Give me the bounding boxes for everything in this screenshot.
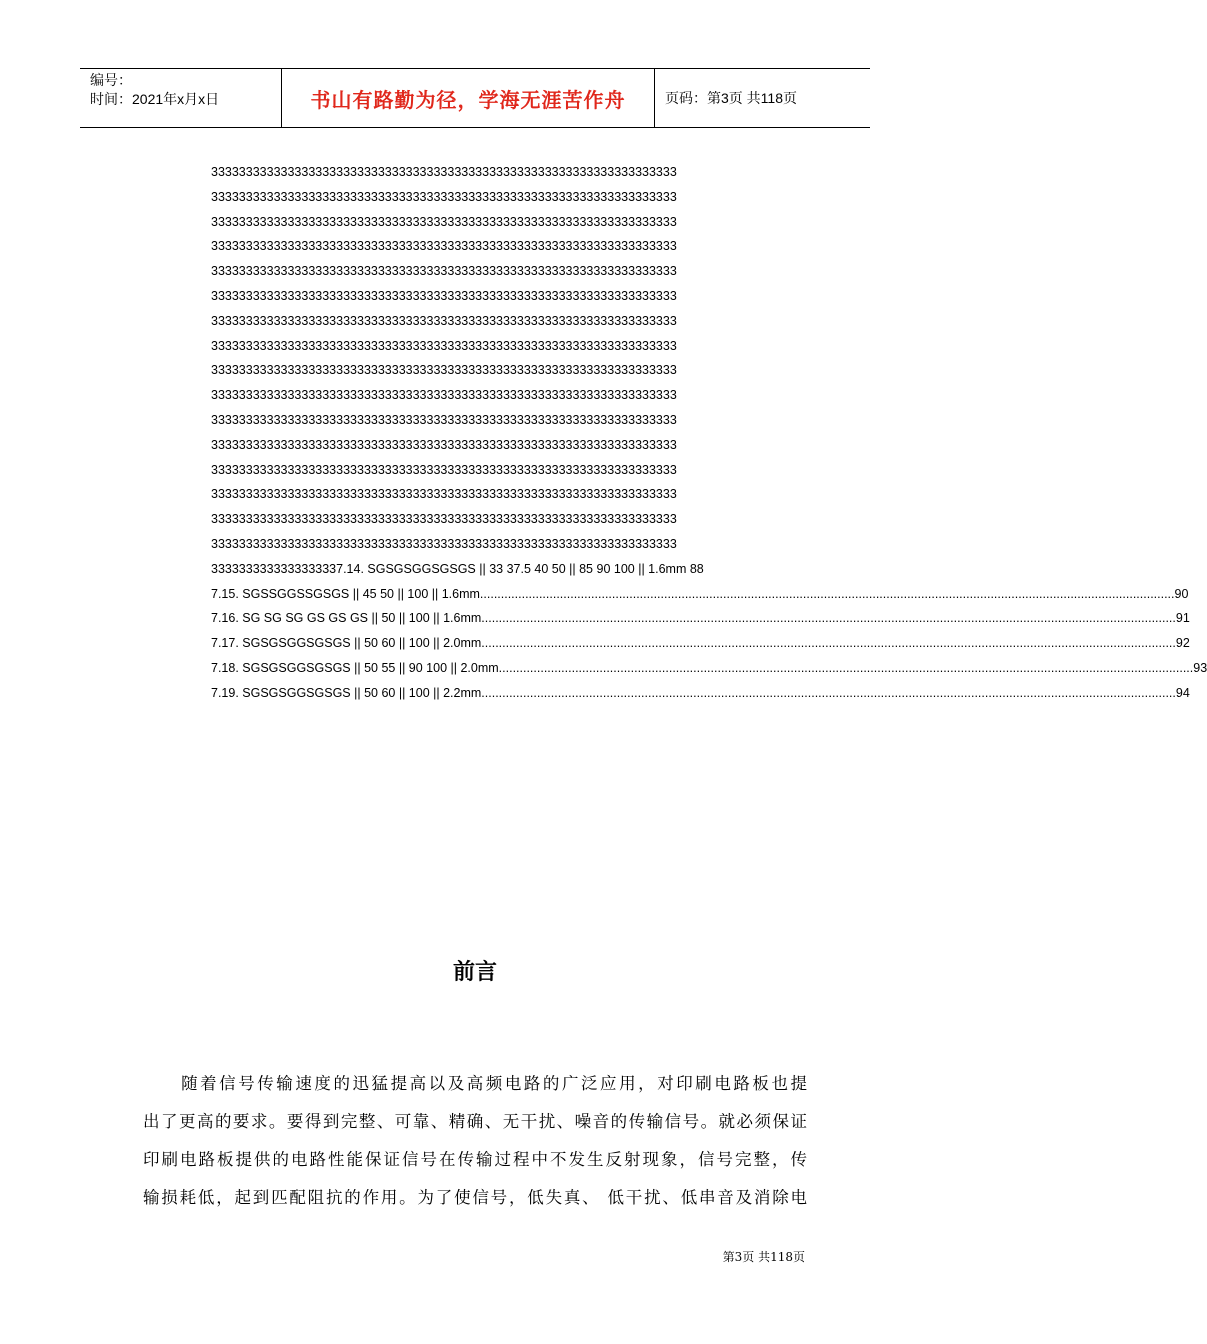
- toc-entry-title: 7.18. SGSGSGGSGSGS || 50 55 || 90 100 || 2.0mm: [211, 660, 499, 675]
- page-footer: 第3页 共118页: [722, 1250, 805, 1264]
- paragraph-line: 输损耗低，起到匹配阻抗的作用。为了使信号，低失真、 低干扰、低串音及消除电: [143, 1188, 807, 1207]
- time-label: 时间：2021年x月x日: [90, 91, 220, 107]
- section-title: 前言: [452, 960, 497, 985]
- toc-entry-title: 7.17. SGSGSGGSGSGS || 50 60 || 100 || 2.0mm: [211, 636, 482, 651]
- toc-line: 3333333333333333333333333333333333333333333333333333333333333333333: [211, 288, 677, 303]
- toc-line: 3333333333333333333333333333333333333333333333333333333333333333333: [211, 512, 677, 527]
- header-motto-cell: [282, 69, 655, 127]
- table-of-contents: [211, 160, 1207, 706]
- paragraph-line: 出了更高的要求。要得到完整、可靠、精确、无干扰、噪音的传输信号。就必须保证: [143, 1112, 807, 1131]
- toc-line: 3333333333333333333333333333333333333333333333333333333333333333333: [211, 536, 677, 551]
- header-page-label: 页码：第3页 共118页: [665, 90, 797, 106]
- header-motto: 书山有路勤为径，学海无涯苦作舟: [310, 87, 626, 112]
- toc-filler-block: [211, 160, 806, 582]
- toc-entry[interactable]: [211, 631, 1190, 656]
- toc-line: 3333333333333333333333333333333333333333333333333333333333333333333: [211, 189, 677, 204]
- toc-entry-page: 91: [1175, 611, 1190, 626]
- toc-entry[interactable]: [211, 582, 1189, 607]
- toc-line: 3333333333333333333333333333333333333333333333333333333333333333333: [211, 338, 677, 353]
- toc-entry-page: 94: [1175, 685, 1190, 700]
- toc-line: 3333333333333333333333333333333333333333333333333333333333333333333: [211, 165, 677, 179]
- toc-line: 3333333333333333333333333333333333333333333333333333333333333333333: [211, 313, 677, 328]
- toc-dot-leader: ........................................................................................................................................................................................................: [479, 586, 1175, 601]
- toc-line: 3333333333333333333333333333333333333333333333333333333333333333333: [211, 214, 677, 229]
- toc-line: 3333333333333333333333333333333333333333333333333333333333333333333: [211, 363, 677, 378]
- toc-line: 3333333333333333333333333333333333333333333333333333333333333333333: [211, 462, 677, 477]
- toc-entry-page: 92: [1175, 636, 1190, 651]
- toc-line: 3333333333333333333333333333333333333333333333333333333333333333333: [211, 487, 677, 502]
- paragraph-line: 印刷电路板提供的电路性能保证信号在传输过程中不发生反射现象，信号完整，传: [143, 1150, 807, 1169]
- paragraph-line: 随着信号传输速度的迅猛提高以及高频电路的广泛应用，对印刷电路板也提: [143, 1074, 807, 1093]
- toc-entry-title: 7.16. SG SG SG GS GS GS || 50 || 100 || 1.6mm: [211, 611, 482, 626]
- toc-dot-leader: ........................................................................................................................................................................................................: [481, 685, 1176, 700]
- serial-label: 编号：: [90, 72, 132, 88]
- section-body: [143, 1065, 807, 1217]
- toc-entries: [211, 582, 1207, 706]
- toc-entry[interactable]: [211, 681, 1190, 706]
- toc-entry[interactable]: [211, 656, 1207, 681]
- toc-entry[interactable]: [211, 606, 1190, 631]
- toc-dot-leader: ........................................................................................................................................................................................................: [481, 611, 1176, 626]
- toc-dot-leader: ........................................................................................................................................................................................................: [498, 660, 1194, 675]
- toc-line: 3333333333333333337.14. SGSGSGGSGSGS || 33 37.5 40 50 || 85 90 100 || 1.6mm 88: [211, 561, 704, 576]
- toc-line: 3333333333333333333333333333333333333333333333333333333333333333333: [211, 388, 677, 403]
- page-header: [80, 68, 870, 128]
- toc-entry-page: 90: [1174, 586, 1189, 601]
- toc-entry-title: 7.15. SGSSGGSSGSGS || 45 50 || 100 || 1.6mm: [211, 586, 480, 601]
- toc-line: 3333333333333333333333333333333333333333333333333333333333333333333: [211, 412, 677, 427]
- toc-line: 3333333333333333333333333333333333333333333333333333333333333333333: [211, 437, 677, 452]
- toc-dot-leader: ........................................................................................................................................................................................................: [481, 636, 1176, 651]
- header-meta: [80, 69, 282, 127]
- header-page-cell: [655, 69, 870, 127]
- toc-entry-page: 93: [1193, 660, 1207, 675]
- toc-line: 3333333333333333333333333333333333333333333333333333333333333333333: [211, 264, 677, 279]
- toc-entry-title: 7.19. SGSGSGGSGSGS || 50 60 || 100 || 2.2mm: [211, 685, 482, 700]
- toc-line: 3333333333333333333333333333333333333333333333333333333333333333333: [211, 239, 677, 254]
